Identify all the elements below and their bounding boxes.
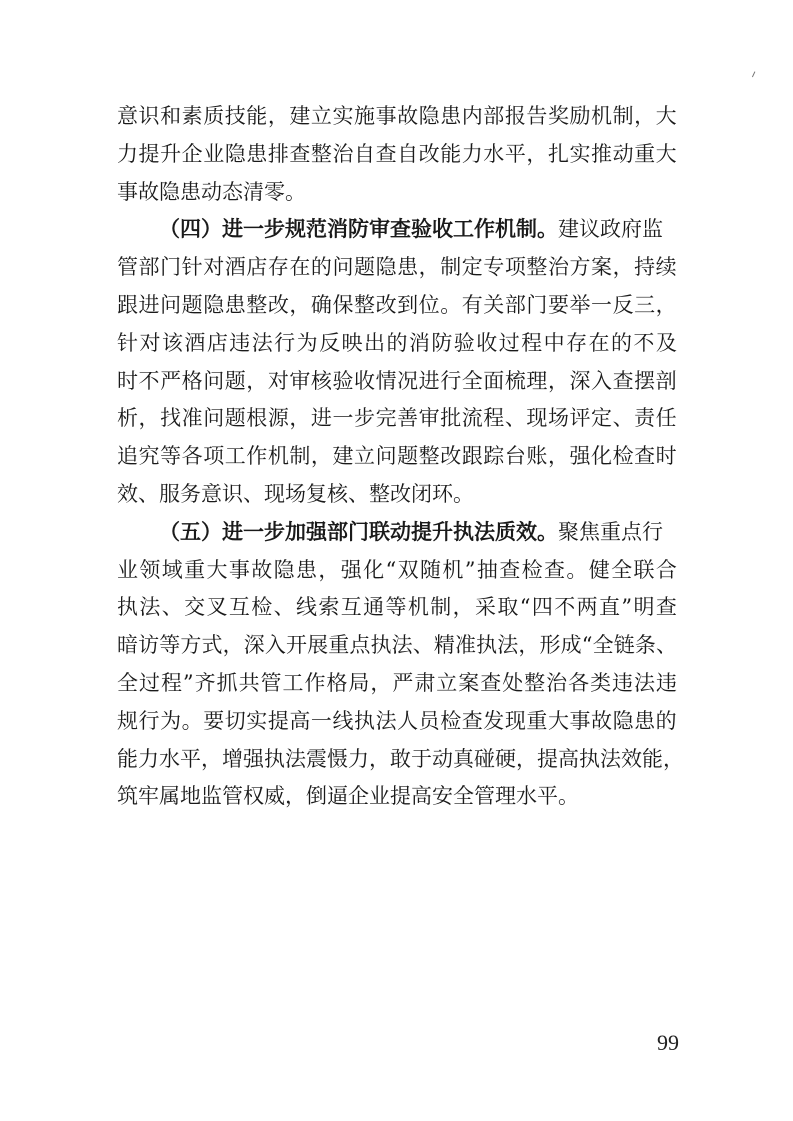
text-line: 析 ， 找 准 问 题 根 源 ， 进 一 步 完 善 审 批 流 程 、 现 场 评 定 、 责 任 xyxy=(117,406,677,431)
text-line: 跟 进 问 题 隐 患 整 改 ， 确 保 整 改 到 位 。 有 关 部 门 要 举 一 反 三 ， xyxy=(117,292,677,317)
text-line: 业 领 域 重 大 事 故 隐 患 ， 强 化 “ 双 随 机 ” 抽 查 检 查 。 健 全 联 合 xyxy=(117,557,677,582)
text-line: 效、服务意识、现场复核、整改闭环。 xyxy=(117,481,474,506)
paragraph-heading-line: （五）进一步加强部门联动提升执法质效。聚焦重点行 xyxy=(159,519,663,544)
text-line: 执 法 、 交 叉 互 检 、 线 索 互 通 等 机 制 ， 采 取 “ 四 不 两 直 ” 明 查 xyxy=(117,595,677,620)
paragraph-heading-line: （四）进一步规范消防审查验收工作机制。建议政府监 xyxy=(159,217,663,242)
section-heading: （五）进一步加强部门联动提升执法质效。 xyxy=(159,519,558,544)
text-line: 暗 访 等 方 式 ， 深 入 开 展 重 点 执 法 、 精 准 执 法 ， 形 成 “ 全 链 条 、 xyxy=(117,633,677,658)
text-line: 规 行 为 。 要 切 实 提 高 一 线 执 法 人 员 检 查 发 现 重 大 事 故 隐 患 的 xyxy=(117,708,677,733)
text-line: 全 过 程 ” 齐 抓 共 管 工 作 格 局 ， 严 肃 立 案 查 处 整 治 各 类 违 法 违 xyxy=(117,670,677,695)
text-line: 力 提 升 企 业 隐 患 排 查 整 治 自 查 自 改 能 力 水 平 ， 扎 实 推 动 重 大 xyxy=(117,141,677,166)
text-line: 筑牢属地监管权威，倒逼企业提高安全管理水平。 xyxy=(117,784,579,809)
text-line: 针 对 该 酒 店 违 法 行 为 反 映 出 的 消 防 验 收 过 程 中 存 在 的 不 及 xyxy=(117,330,677,355)
text-line: 管 部 门 针 对 酒 店 存 在 的 问 题 隐 患 ， 制 定 专 项 整 治 方 案 ， 持 续 xyxy=(117,255,677,280)
section-heading: （四）进一步规范消防审查验收工作机制。 xyxy=(159,217,558,242)
scan-mark xyxy=(752,71,758,78)
text-line: 能 力 水 平 ， 增 强 执 法 震 慑 力 ， 敢 于 动 真 碰 硬 ， 提 高 执 法 效 能 ， xyxy=(117,746,684,771)
text-line: 时 不 严 格 问 题 ， 对 审 核 验 收 情 况 进 行 全 面 梳 理 ， 深 入 查 摆 剖 xyxy=(117,368,677,393)
text-line: 意 识 和 素 质 技 能 ， 建 立 实 施 事 故 隐 患 内 部 报 告 奖 励 机 制 ， 大 xyxy=(117,104,677,128)
text-line: 追 究 等 各 项 工 作 机 制 ， 建 立 问 题 整 改 跟 踪 台 账 ， 强 化 检 查 时 xyxy=(117,444,677,469)
text-line: 事故隐患动态清零。 xyxy=(117,179,306,204)
page-number: 99 xyxy=(657,1030,679,1055)
body-text xyxy=(117,98,684,816)
